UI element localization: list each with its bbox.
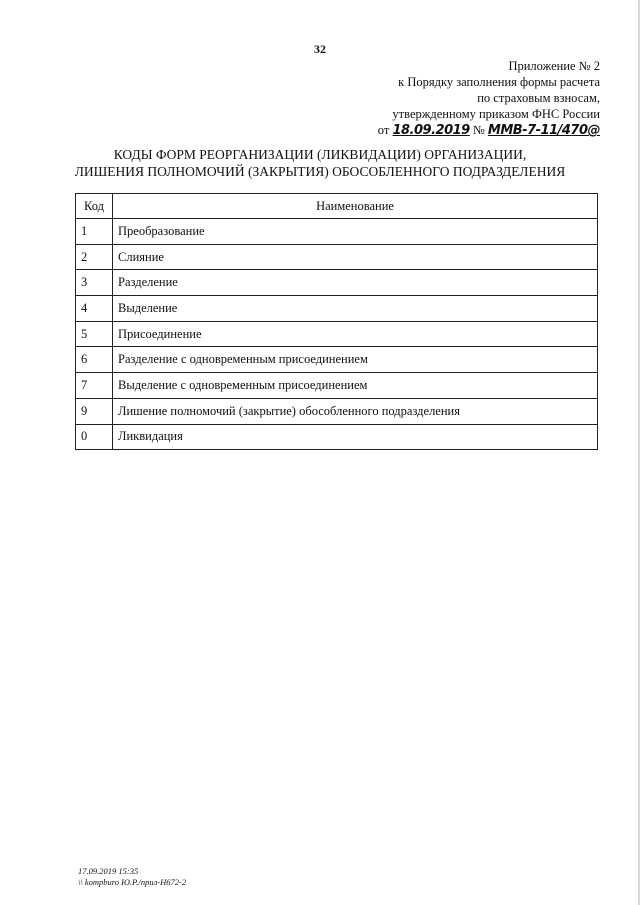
row-code: 5	[76, 321, 113, 347]
row-code: 0	[76, 424, 113, 450]
table-header-row	[76, 194, 598, 219]
footer-note	[78, 866, 186, 888]
footer-timestamp: 17.09.2019 15:35	[78, 866, 139, 876]
codes-table	[75, 193, 598, 450]
table-row	[76, 398, 598, 424]
appendix-approval: утвержденному приказом ФНС России	[392, 107, 600, 121]
number-label: №	[472, 123, 485, 137]
row-code: 4	[76, 296, 113, 322]
appendix-block	[300, 58, 600, 139]
table-row	[76, 219, 598, 245]
row-name: Присоединение	[113, 321, 598, 347]
appendix-title: Приложение № 2	[508, 59, 600, 73]
row-name: Лишение полномочий (закрытие) обособленного подразделения	[113, 398, 598, 424]
table-row	[76, 424, 598, 450]
table-row	[76, 270, 598, 296]
handwritten-order-number: ММВ-7-11/470@	[487, 123, 600, 138]
footer-file-path: \\ kompburo Ю.Р./прил-Н672-2	[78, 877, 187, 887]
row-code: 2	[76, 244, 113, 270]
table-row	[76, 296, 598, 322]
row-code: 7	[76, 373, 113, 399]
header-code: Код	[76, 194, 113, 219]
page-number: 32	[314, 42, 326, 56]
appendix-order-ref: к Порядку заполнения формы расчета	[398, 75, 600, 89]
row-name: Преобразование	[113, 219, 598, 245]
table-row	[76, 321, 598, 347]
header-name: Наименование	[113, 194, 598, 219]
from-label: от	[377, 123, 390, 137]
row-code: 6	[76, 347, 113, 373]
row-name: Выделение с одновременным присоединением	[113, 373, 598, 399]
table-row	[76, 244, 598, 270]
appendix-date-number	[300, 122, 600, 139]
handwritten-date: 18.09.2019	[392, 123, 470, 138]
row-code: 1	[76, 219, 113, 245]
row-name: Выделение	[113, 296, 598, 322]
appendix-order-subject: по страховым взносам,	[477, 91, 600, 105]
row-code: 3	[76, 270, 113, 296]
table-row	[76, 373, 598, 399]
title-line-1: КОДЫ ФОРМ РЕОРГАНИЗАЦИИ (ЛИКВИДАЦИИ) ОРГАНИЗАЦИИ,	[113, 147, 527, 162]
table-row	[76, 347, 598, 373]
row-name: Слияние	[113, 244, 598, 270]
row-name: Ликвидация	[113, 424, 598, 450]
row-code: 9	[76, 398, 113, 424]
title-line-2: ЛИШЕНИЯ ПОЛНОМОЧИЙ (ЗАКРЫТИЯ) ОБОСОБЛЕННОГО ПОДРАЗДЕЛЕНИЯ	[74, 164, 566, 179]
row-name: Разделение	[113, 270, 598, 296]
document-title	[0, 146, 640, 180]
row-name: Разделение с одновременным присоединением	[113, 347, 598, 373]
